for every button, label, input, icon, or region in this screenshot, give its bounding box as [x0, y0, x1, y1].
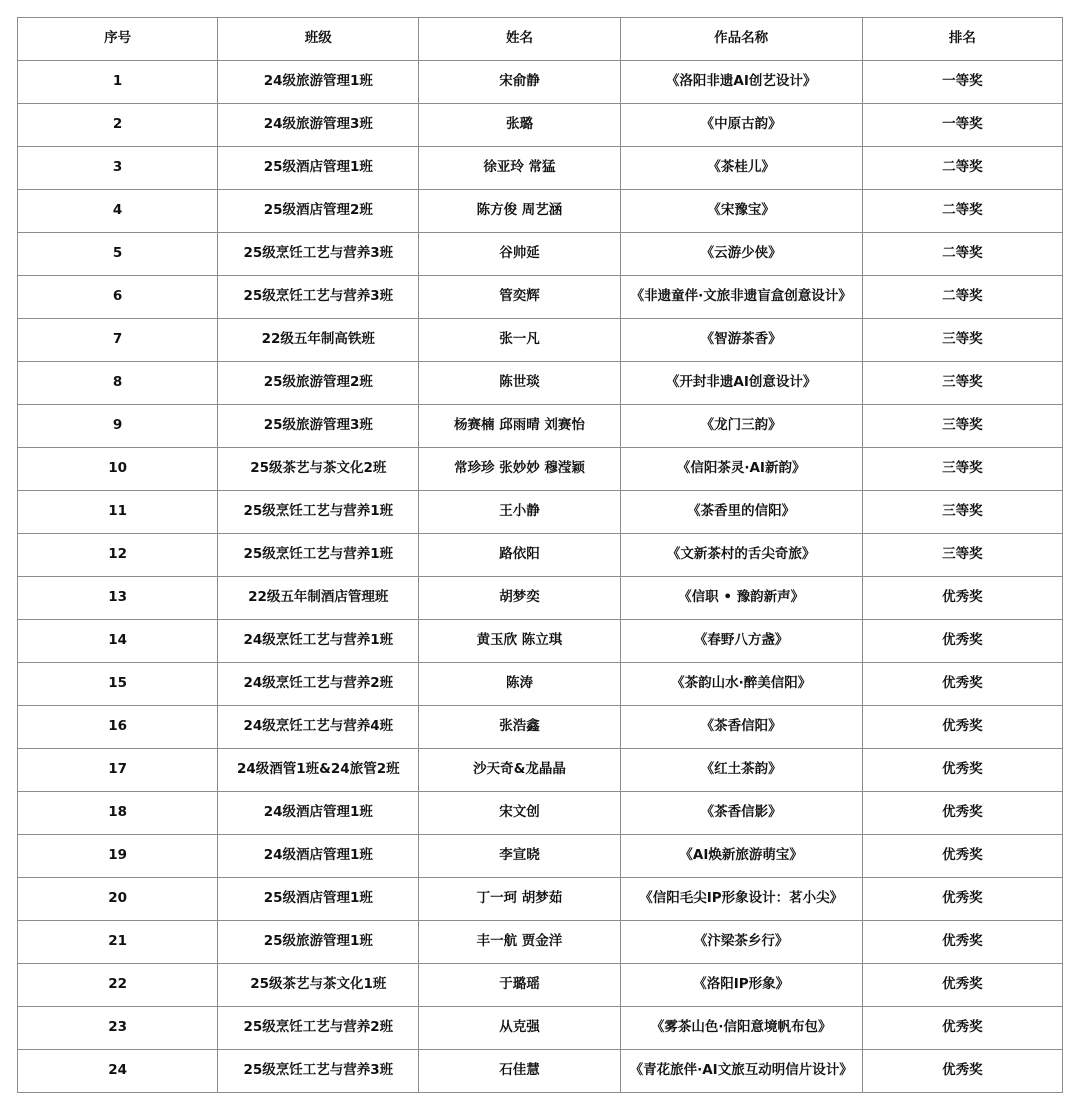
cell-index: 2 [18, 104, 218, 147]
cell-name: 王小静 [419, 491, 620, 534]
cell-index: 5 [18, 233, 218, 276]
cell-index: 22 [18, 964, 218, 1007]
cell-class: 25级酒店管理1班 [218, 878, 419, 921]
table-row [18, 362, 1063, 405]
cell-class: 24级旅游管理3班 [218, 104, 419, 147]
cell-work: 《信阳毛尖IP形象设计：茗小尖》 [620, 878, 862, 921]
cell-rank: 二等奖 [862, 147, 1062, 190]
table-row [18, 921, 1063, 964]
header-rank: 排名 [862, 18, 1062, 61]
cell-name: 张一凡 [419, 319, 620, 362]
cell-rank: 优秀奖 [862, 878, 1062, 921]
cell-rank: 一等奖 [862, 61, 1062, 104]
cell-work: 《汴梁茶乡行》 [620, 921, 862, 964]
cell-work: 《文新茶村的舌尖奇旅》 [620, 534, 862, 577]
cell-work: 《开封非遗AI创意设计》 [620, 362, 862, 405]
cell-work: 《雾茶山色·信阳意境帆布包》 [620, 1007, 862, 1050]
cell-class: 25级旅游管理1班 [218, 921, 419, 964]
cell-name: 谷帅延 [419, 233, 620, 276]
cell-class: 25级旅游管理3班 [218, 405, 419, 448]
cell-work: 《信阳茶灵·AI新韵》 [620, 448, 862, 491]
cell-class: 24级酒店管理1班 [218, 835, 419, 878]
cell-work: 《云游少侠》 [620, 233, 862, 276]
award-table [17, 17, 1063, 1093]
cell-class: 25级酒店管理1班 [218, 147, 419, 190]
cell-rank: 优秀奖 [862, 792, 1062, 835]
cell-name: 陈涛 [419, 663, 620, 706]
cell-rank: 优秀奖 [862, 835, 1062, 878]
cell-class: 24级旅游管理1班 [218, 61, 419, 104]
cell-name: 丁一珂 胡梦茹 [419, 878, 620, 921]
cell-name: 李宣晓 [419, 835, 620, 878]
cell-class: 25级烹饪工艺与营养3班 [218, 233, 419, 276]
cell-index: 18 [18, 792, 218, 835]
cell-name: 张璐 [419, 104, 620, 147]
cell-rank: 一等奖 [862, 104, 1062, 147]
cell-name: 常珍珍 张妙妙 穆滢颖 [419, 448, 620, 491]
cell-rank: 优秀奖 [862, 749, 1062, 792]
cell-index: 23 [18, 1007, 218, 1050]
table-row [18, 1050, 1063, 1093]
cell-index: 10 [18, 448, 218, 491]
cell-work: 《信职 • 豫韵新声》 [620, 577, 862, 620]
cell-index: 21 [18, 921, 218, 964]
cell-work: 《茶香信阳》 [620, 706, 862, 749]
cell-work: 《茶韵山水·醉美信阳》 [620, 663, 862, 706]
table-row [18, 319, 1063, 362]
cell-work: 《茶香里的信阳》 [620, 491, 862, 534]
table-row [18, 405, 1063, 448]
cell-index: 7 [18, 319, 218, 362]
cell-work: 《洛阳非遗AI创艺设计》 [620, 61, 862, 104]
header-index: 序号 [18, 18, 218, 61]
cell-index: 12 [18, 534, 218, 577]
table-row [18, 233, 1063, 276]
table-row [18, 577, 1063, 620]
cell-class: 25级烹饪工艺与营养1班 [218, 491, 419, 534]
cell-rank: 优秀奖 [862, 964, 1062, 1007]
cell-name: 从克强 [419, 1007, 620, 1050]
cell-index: 14 [18, 620, 218, 663]
cell-class: 25级茶艺与茶文化1班 [218, 964, 419, 1007]
cell-index: 16 [18, 706, 218, 749]
cell-class: 24级烹饪工艺与营养2班 [218, 663, 419, 706]
cell-rank: 二等奖 [862, 190, 1062, 233]
cell-rank: 优秀奖 [862, 1007, 1062, 1050]
cell-work: 《茶香信影》 [620, 792, 862, 835]
cell-name: 丰一航 贾金洋 [419, 921, 620, 964]
cell-work: 《非遗童伴·文旅非遗盲盒创意设计》 [620, 276, 862, 319]
cell-work: 《洛阳IP形象》 [620, 964, 862, 1007]
cell-class: 25级酒店管理2班 [218, 190, 419, 233]
table-row [18, 964, 1063, 1007]
cell-index: 17 [18, 749, 218, 792]
cell-index: 13 [18, 577, 218, 620]
table-row [18, 706, 1063, 749]
cell-index: 1 [18, 61, 218, 104]
cell-work: 《智游茶香》 [620, 319, 862, 362]
cell-work: 《中原古韵》 [620, 104, 862, 147]
cell-index: 24 [18, 1050, 218, 1093]
cell-index: 9 [18, 405, 218, 448]
cell-name: 路依阳 [419, 534, 620, 577]
table-row [18, 663, 1063, 706]
table-row [18, 1007, 1063, 1050]
cell-name: 于璐瑶 [419, 964, 620, 1007]
cell-name: 张浩鑫 [419, 706, 620, 749]
cell-class: 22级五年制高铁班 [218, 319, 419, 362]
cell-index: 4 [18, 190, 218, 233]
cell-rank: 优秀奖 [862, 706, 1062, 749]
table-header [18, 18, 1063, 61]
cell-work: 《AI焕新旅游萌宝》 [620, 835, 862, 878]
cell-class: 22级五年制酒店管理班 [218, 577, 419, 620]
cell-name: 陈方俊 周艺涵 [419, 190, 620, 233]
cell-name: 管奕辉 [419, 276, 620, 319]
table-row [18, 878, 1063, 921]
cell-rank: 三等奖 [862, 319, 1062, 362]
cell-work: 《茶桂儿》 [620, 147, 862, 190]
cell-rank: 三等奖 [862, 362, 1062, 405]
cell-rank: 优秀奖 [862, 921, 1062, 964]
cell-rank: 三等奖 [862, 534, 1062, 577]
cell-rank: 优秀奖 [862, 663, 1062, 706]
cell-rank: 优秀奖 [862, 1050, 1062, 1093]
cell-name: 陈世琰 [419, 362, 620, 405]
header-class: 班级 [218, 18, 419, 61]
cell-class: 25级烹饪工艺与营养3班 [218, 276, 419, 319]
cell-work: 《宋豫宝》 [620, 190, 862, 233]
cell-class: 25级烹饪工艺与营养2班 [218, 1007, 419, 1050]
cell-name: 胡梦奕 [419, 577, 620, 620]
cell-rank: 三等奖 [862, 405, 1062, 448]
cell-name: 宋俞静 [419, 61, 620, 104]
cell-work: 《青花旅伴·AI文旅互动明信片设计》 [620, 1050, 862, 1093]
cell-class: 24级酒管1班&24旅管2班 [218, 749, 419, 792]
cell-class: 25级烹饪工艺与营养1班 [218, 534, 419, 577]
table-row [18, 61, 1063, 104]
cell-rank: 优秀奖 [862, 577, 1062, 620]
table-row [18, 792, 1063, 835]
cell-rank: 三等奖 [862, 491, 1062, 534]
table-row [18, 448, 1063, 491]
cell-class: 25级旅游管理2班 [218, 362, 419, 405]
cell-rank: 三等奖 [862, 448, 1062, 491]
header-row [18, 18, 1063, 61]
cell-rank: 优秀奖 [862, 620, 1062, 663]
cell-name: 徐亚玲 常猛 [419, 147, 620, 190]
table-row [18, 534, 1063, 577]
cell-index: 15 [18, 663, 218, 706]
cell-work: 《春野八方盏》 [620, 620, 862, 663]
cell-index: 3 [18, 147, 218, 190]
table-row [18, 104, 1063, 147]
cell-name: 石佳慧 [419, 1050, 620, 1093]
cell-name: 沙天奇&龙晶晶 [419, 749, 620, 792]
cell-class: 24级烹饪工艺与营养4班 [218, 706, 419, 749]
table-row [18, 190, 1063, 233]
table-row [18, 835, 1063, 878]
cell-index: 20 [18, 878, 218, 921]
table-row [18, 491, 1063, 534]
cell-class: 25级烹饪工艺与营养3班 [218, 1050, 419, 1093]
cell-index: 19 [18, 835, 218, 878]
cell-work: 《龙门三韵》 [620, 405, 862, 448]
cell-rank: 二等奖 [862, 276, 1062, 319]
table-row [18, 276, 1063, 319]
table-body [18, 61, 1063, 1093]
table-row [18, 749, 1063, 792]
cell-index: 6 [18, 276, 218, 319]
cell-name: 黄玉欣 陈立琪 [419, 620, 620, 663]
header-work-title: 作品名称 [620, 18, 862, 61]
cell-name: 宋文创 [419, 792, 620, 835]
cell-class: 24级酒店管理1班 [218, 792, 419, 835]
cell-class: 25级茶艺与茶文化2班 [218, 448, 419, 491]
table-row [18, 147, 1063, 190]
cell-work: 《红土茶韵》 [620, 749, 862, 792]
cell-rank: 二等奖 [862, 233, 1062, 276]
cell-class: 24级烹饪工艺与营养1班 [218, 620, 419, 663]
cell-index: 11 [18, 491, 218, 534]
cell-index: 8 [18, 362, 218, 405]
cell-name: 杨赛楠 邱雨晴 刘赛怡 [419, 405, 620, 448]
header-name: 姓名 [419, 18, 620, 61]
table-row [18, 620, 1063, 663]
